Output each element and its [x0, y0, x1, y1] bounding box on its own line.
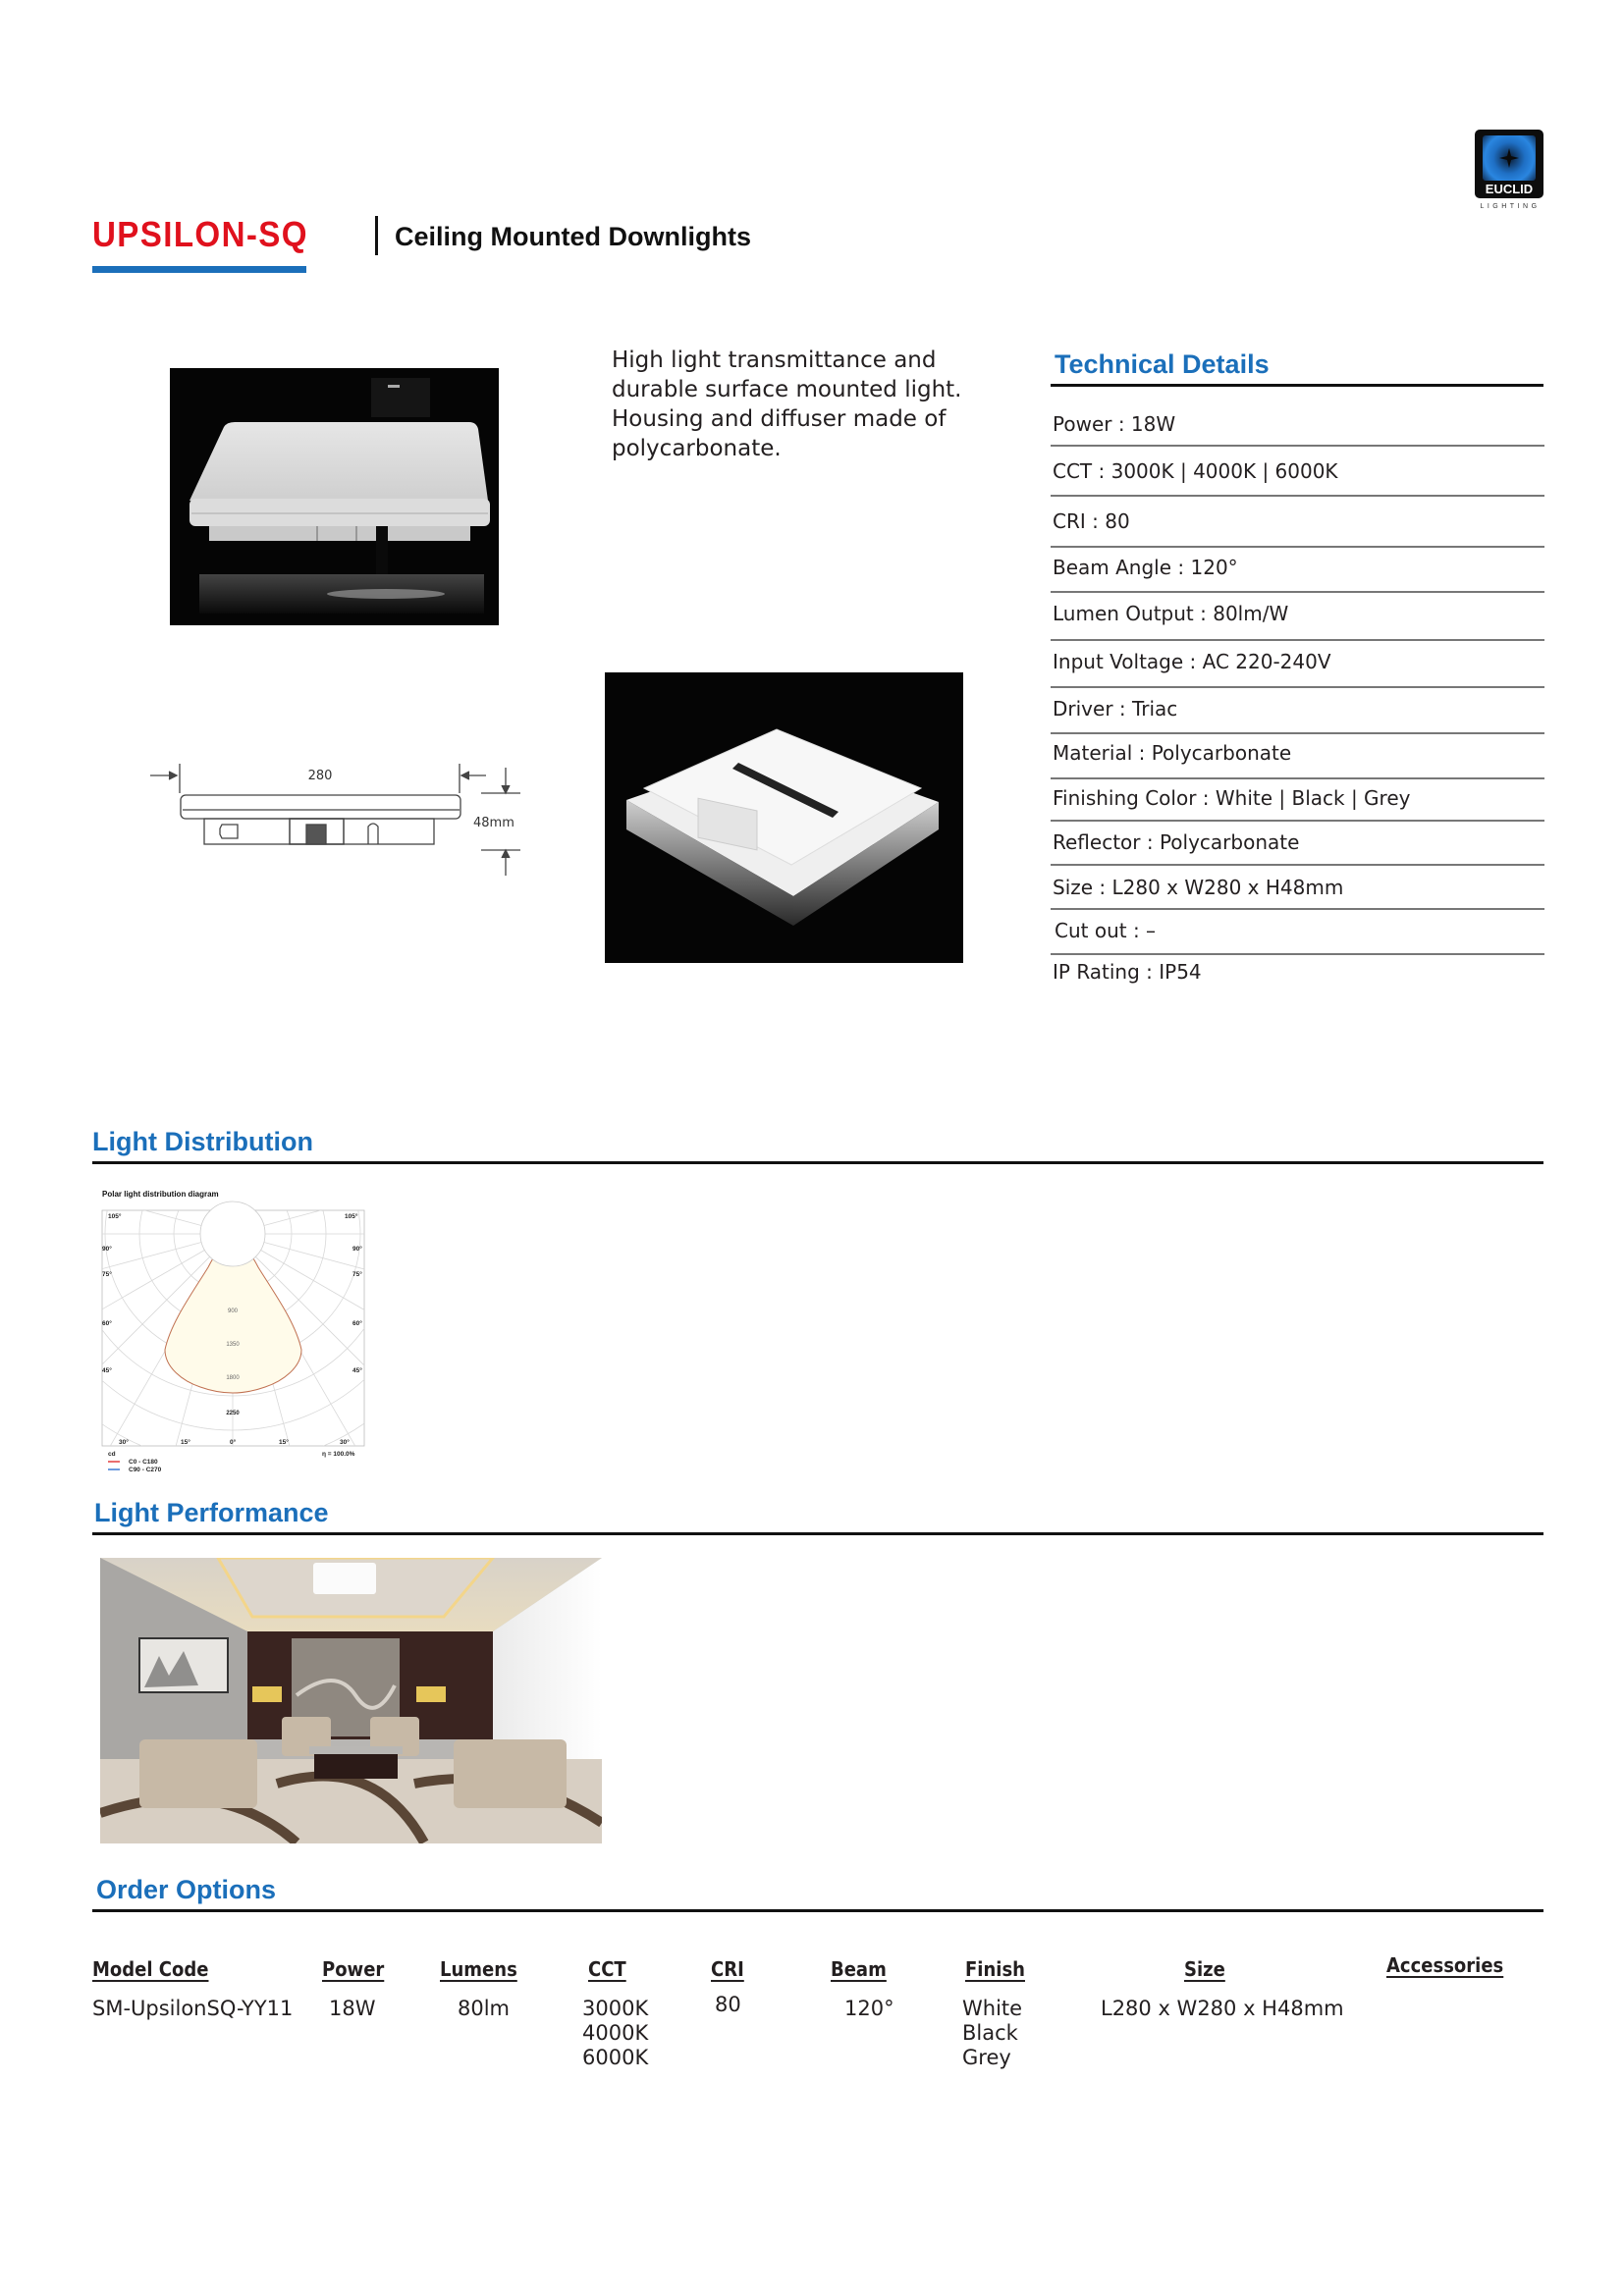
spec-divider	[1051, 591, 1544, 593]
header-lumens: Lumens	[440, 1957, 517, 1981]
angle-label-left-105: 105°	[108, 1213, 122, 1220]
bottom-label-30-left: 30°	[119, 1439, 129, 1446]
spec-divider	[1051, 732, 1544, 734]
spec-divider	[1051, 639, 1544, 641]
product-description: High light transmittance and durable surface mounted light. Housing and diffuser made of polycarbonate.	[612, 347, 962, 461]
order-options-title: Order Options	[96, 1875, 277, 1904]
intensity-label-900: 900	[227, 1308, 239, 1314]
cell-size: L280 x W280 x H48mm	[1101, 1997, 1344, 2020]
spec-item: Cut out : –	[1055, 919, 1157, 942]
title-underline	[92, 266, 306, 273]
spec-item: Reflector : Polycarbonate	[1053, 830, 1300, 854]
spec-divider	[1051, 686, 1544, 688]
width-label: 280	[307, 769, 333, 783]
spec-divider	[1051, 953, 1544, 955]
product-angle-photo	[605, 672, 963, 963]
header-power: Power	[322, 1957, 385, 1981]
spec-item: Finishing Color : White | Black | Grey	[1053, 786, 1411, 810]
legend-label-c90-c270: C90 - C270	[129, 1467, 162, 1473]
polar-distribution-diagram	[94, 1185, 375, 1477]
angle-label-right-45: 45°	[352, 1367, 362, 1374]
angle-label-right-60: 60°	[352, 1320, 362, 1327]
spec-divider	[1051, 864, 1544, 866]
bottom-label-0: 0°	[230, 1439, 237, 1446]
header-finish: Finish	[965, 1957, 1025, 1981]
angle-label-right-105: 105°	[345, 1213, 358, 1220]
product-front-photo	[170, 368, 499, 625]
polar-diagram-title: Polar light distribution diagram	[102, 1190, 219, 1199]
unit-label: cd	[108, 1451, 116, 1458]
spec-divider	[1051, 445, 1544, 447]
finish-option: Grey	[962, 2046, 1011, 2069]
cct-option: 3000K	[582, 1997, 649, 2020]
order-options-rule	[92, 1909, 1543, 1912]
light-distribution-title: Light Distribution	[92, 1127, 313, 1156]
light-performance-title: Light Performance	[94, 1498, 329, 1527]
header-beam: Beam	[831, 1957, 887, 1981]
cell-beam: 120°	[844, 1997, 894, 2020]
header-size: Size	[1184, 1957, 1225, 1981]
title-divider	[375, 216, 378, 255]
spec-item: Lumen Output : 80lm/W	[1053, 602, 1289, 625]
brand-logo	[1475, 130, 1543, 198]
angle-label-right-90: 90°	[352, 1246, 362, 1253]
angle-label-left-45: 45°	[102, 1367, 112, 1374]
spec-divider	[1051, 820, 1544, 822]
intensity-label-1350: 1350	[226, 1342, 240, 1348]
finish-option: Black	[962, 2021, 1018, 2045]
finish-option: White	[962, 1997, 1023, 2020]
cell-cct	[582, 1997, 648, 2070]
spec-item: CCT : 3000K | 4000K | 6000K	[1053, 459, 1338, 483]
header-model-code: Model Code	[92, 1957, 209, 1981]
spec-divider	[1051, 495, 1544, 497]
intensity-label-1800: 1800	[226, 1375, 240, 1381]
header-cct: CCT	[588, 1957, 626, 1981]
spec-item: Material : Polycarbonate	[1053, 741, 1292, 765]
angle-label-left-60: 60°	[102, 1320, 112, 1327]
spec-item: IP Rating : IP54	[1053, 960, 1202, 984]
cell-finish	[962, 1997, 1022, 2070]
bottom-label-15-right: 15°	[279, 1439, 289, 1446]
star-icon	[1499, 148, 1519, 168]
logo-subtitle: LIGHTING	[1480, 203, 1541, 210]
header-accessories: Accessories	[1386, 1953, 1504, 1977]
light-performance-rule	[92, 1532, 1543, 1535]
intensity-label-2250: 2250	[226, 1411, 240, 1416]
product-name: UPSILON-SQ	[92, 214, 308, 254]
cell-power: 18W	[329, 1997, 376, 2020]
angle-label-left-75: 75°	[102, 1271, 112, 1278]
spec-item: Beam Angle : 120°	[1053, 556, 1238, 579]
light-performance-room-photo	[100, 1558, 602, 1843]
spec-item: Size : L280 x W280 x H48mm	[1053, 876, 1344, 899]
spec-divider	[1051, 546, 1544, 548]
cell-cri: 80	[715, 1993, 741, 2016]
spec-item: CRI : 80	[1053, 509, 1130, 533]
efficiency-label: η = 100.0%	[322, 1451, 355, 1458]
product-category: Ceiling Mounted Downlights	[395, 222, 751, 251]
spec-divider	[1051, 908, 1544, 910]
bottom-label-15-left: 15°	[181, 1439, 190, 1446]
spec-item: Driver : Triac	[1053, 697, 1178, 721]
spec-item: Power : 18W	[1053, 412, 1176, 436]
cct-option: 6000K	[582, 2046, 649, 2069]
spec-item: Input Voltage : AC 220-240V	[1053, 650, 1331, 673]
spec-divider	[1051, 777, 1544, 779]
technical-details-title: Technical Details	[1055, 349, 1270, 379]
legend-label-c0-c180: C0 - C180	[129, 1459, 158, 1466]
header-cri: CRI	[711, 1957, 744, 1981]
technical-details-rule	[1051, 384, 1543, 387]
logo-name: EUCLID	[1485, 182, 1534, 196]
polar-center-circle	[200, 1201, 265, 1266]
cell-model-code: SM-UpsilonSQ-YY11	[92, 1997, 294, 2020]
height-label: 48mm	[473, 816, 514, 830]
bottom-label-30-right: 30°	[340, 1439, 350, 1446]
angle-label-left-90: 90°	[102, 1246, 112, 1253]
angle-label-right-75: 75°	[352, 1271, 362, 1278]
cell-lumens: 80lm	[458, 1997, 511, 2020]
logo-emblem	[1483, 135, 1536, 181]
cct-option: 4000K	[582, 2021, 649, 2045]
light-distribution-rule	[92, 1161, 1543, 1164]
dimension-drawing	[147, 756, 540, 893]
